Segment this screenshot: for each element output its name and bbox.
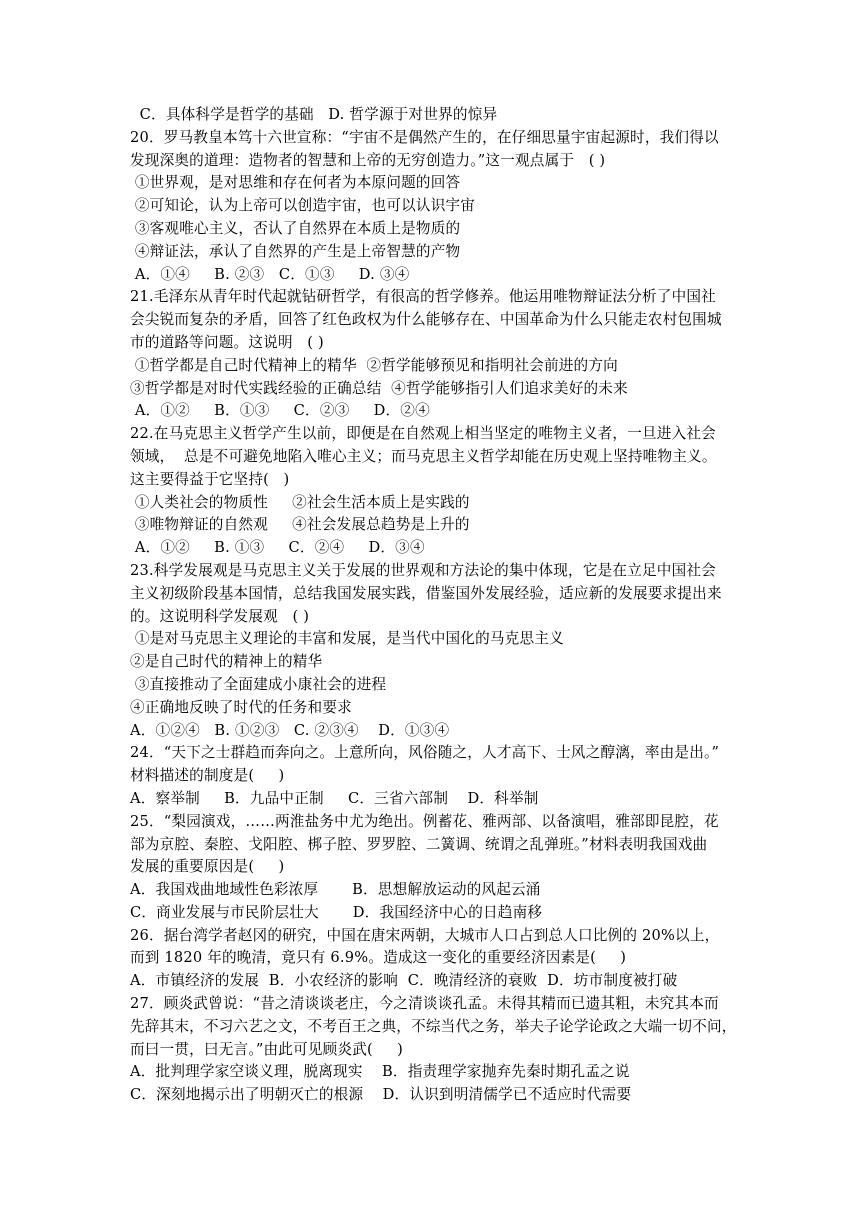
text-line: 部为京腔、秦腔、戈阳腔、梆子腔、罗罗腔、二簧调、统谓之乱弹班。”材料表明我国戏曲: [130, 835, 708, 853]
exam-page: [130, 104, 737, 1107]
text-line: ③客观唯心主义，否认了自然界在本质上是物质的: [130, 219, 461, 237]
text-line: ③唯物辩证的自然观 ④社会发展总趋势是上升的: [130, 516, 470, 534]
text-line: ③直接推动了全面建成小康社会的进程: [130, 675, 387, 693]
text-line: 的。这说明科学发展观 ( ): [130, 607, 310, 625]
text-line: ①人类社会的物质性 ②社会生活本质上是实践的: [130, 493, 470, 511]
text-line: ②可知论，认为上帝可以创造宇宙，也可以认识宇宙: [130, 197, 476, 215]
text-line: 25．“梨园演戏，……两淮盐务中尤为绝出。例蓄花、雅两部、以备演唱，雅部即昆腔，花: [130, 812, 719, 830]
text-line: 21.毛泽东从青年时代起就钻研哲学，有很高的哲学修养。他运用唯物辩证法分析了中国社: [130, 288, 716, 306]
text-line: 会尖锐而复杂的矛盾，回答了红色政权为什么能够存在、中国革命为什么只能走农村包围城: [130, 311, 722, 329]
text-line: 这主要得益于它坚持( ): [130, 470, 290, 488]
text-line: C．深刻地揭示出了明朝灭亡的根源 D．认识到明清儒学已不适应时代需要: [130, 1086, 632, 1104]
text-line: ④正确地反映了时代的任务和要求: [130, 698, 352, 716]
text-line: ①世界观，是对思维和存在何者为本原问题的回答: [130, 174, 461, 192]
text-line: 材料描述的制度是( ): [130, 767, 285, 785]
text-line: A．①② B．①③ C．②③ D．②④: [130, 402, 430, 420]
text-line: 领域， 总是不可避免地陷入唯心主义；而马克思主义哲学却能在历史观上坚持唯物主义。: [130, 447, 717, 465]
text-line: 而到 1820 年的晚清，竟只有 6.9%。造成这一变化的重要经济因素是( ): [130, 949, 627, 967]
text-line: 主义初级阶段基本国情，总结我国发展实践，借鉴国外发展经验，适应新的发展要求提出来: [130, 584, 722, 602]
text-line: C．商业发展与市民阶层壮大 D．我国经济中心的日趋南移: [130, 903, 543, 921]
text-line: ①是对马克思主义理论的丰富和发展，是当代中国化的马克思主义: [130, 630, 564, 648]
text-line: A．批判理学家空谈义理，脱离现实 B．指责理学家抛弃先秦时期孔孟之说: [130, 1063, 630, 1081]
text-line: A．①④ B. ②③ C．①③ D. ③④: [130, 265, 410, 283]
text-line: 市的道路等问题。这说明 ( ): [130, 333, 324, 351]
text-line: C．具体科学是哲学的基础 D. 哲学源于对世界的惊异: [130, 106, 498, 123]
text-line: 24．“天下之士群趋而奔向之。上意所向，风俗随之，人才高下、士风之醇漓，率由是出。”: [130, 744, 720, 762]
text-line: 发展的重要原因是( ): [130, 858, 285, 876]
text-line: A．①② B. ①③ C．②④ D．③④: [130, 539, 425, 557]
text-line: ③哲学都是对时代实践经验的正确总结 ④哲学能够指引人们追求美好的未来: [130, 379, 628, 397]
text-line: A．察举制 B．九品中正制 C．三省六部制 D．科举制: [130, 789, 539, 807]
text-line: 先辞其末，不习六艺之文，不考百王之典，不综当代之务，举夫子论学论政之大端一切不问，: [130, 1017, 737, 1035]
text-line: A．①②④ B. ①②③ C. ②③④ D．①③④: [130, 721, 450, 739]
text-line: ④辩证法，承认了自然界的产生是上帝智慧的产物: [130, 242, 461, 260]
text-line: 22.在马克思主义哲学产生以前，即便是在自然观上相当坚定的唯物主义者，一旦进入社会: [130, 425, 716, 443]
text-line: A．市镇经济的发展 B．小农经济的影响 C．晚清经济的衰败 D．坊市制度被打破: [130, 972, 678, 990]
text-line: 26．据台湾学者赵冈的研究，中国在唐宋两朝，大城市人口占到总人口比例的 20%以上，: [130, 926, 720, 944]
text-line: ②是自己时代的精神上的精华: [130, 653, 323, 671]
text-line: 发现深奥的道理：造物者的智慧和上帝的无穷创造力。”这一观点属于 ( ): [130, 151, 606, 169]
text-line: 而曰一贯，曰无言。”由此可见顾炎武( ): [130, 1040, 404, 1058]
text-line: ①哲学都是自己时代精神上的精华 ②哲学能够预见和指明社会前进的方向: [130, 356, 618, 374]
text-line: 20．罗马教皇本笃十六世宣称：“宇宙不是偶然产生的，在仔细思量宇宙起源时，我们得以: [130, 128, 719, 146]
text-line: 27．顾炎武曾说：“昔之清谈谈老庄，今之清谈谈孔孟。未得其精而已遗其粗，未究其本而: [130, 995, 719, 1013]
text-line: A．我国戏曲地域性色彩浓厚 B．思想解放运动的风起云涌: [130, 881, 541, 899]
text-line: 23.科学发展观是马克思主义关于发展的世界观和方法论的集中体现，它是在立足中国社会: [130, 561, 716, 579]
